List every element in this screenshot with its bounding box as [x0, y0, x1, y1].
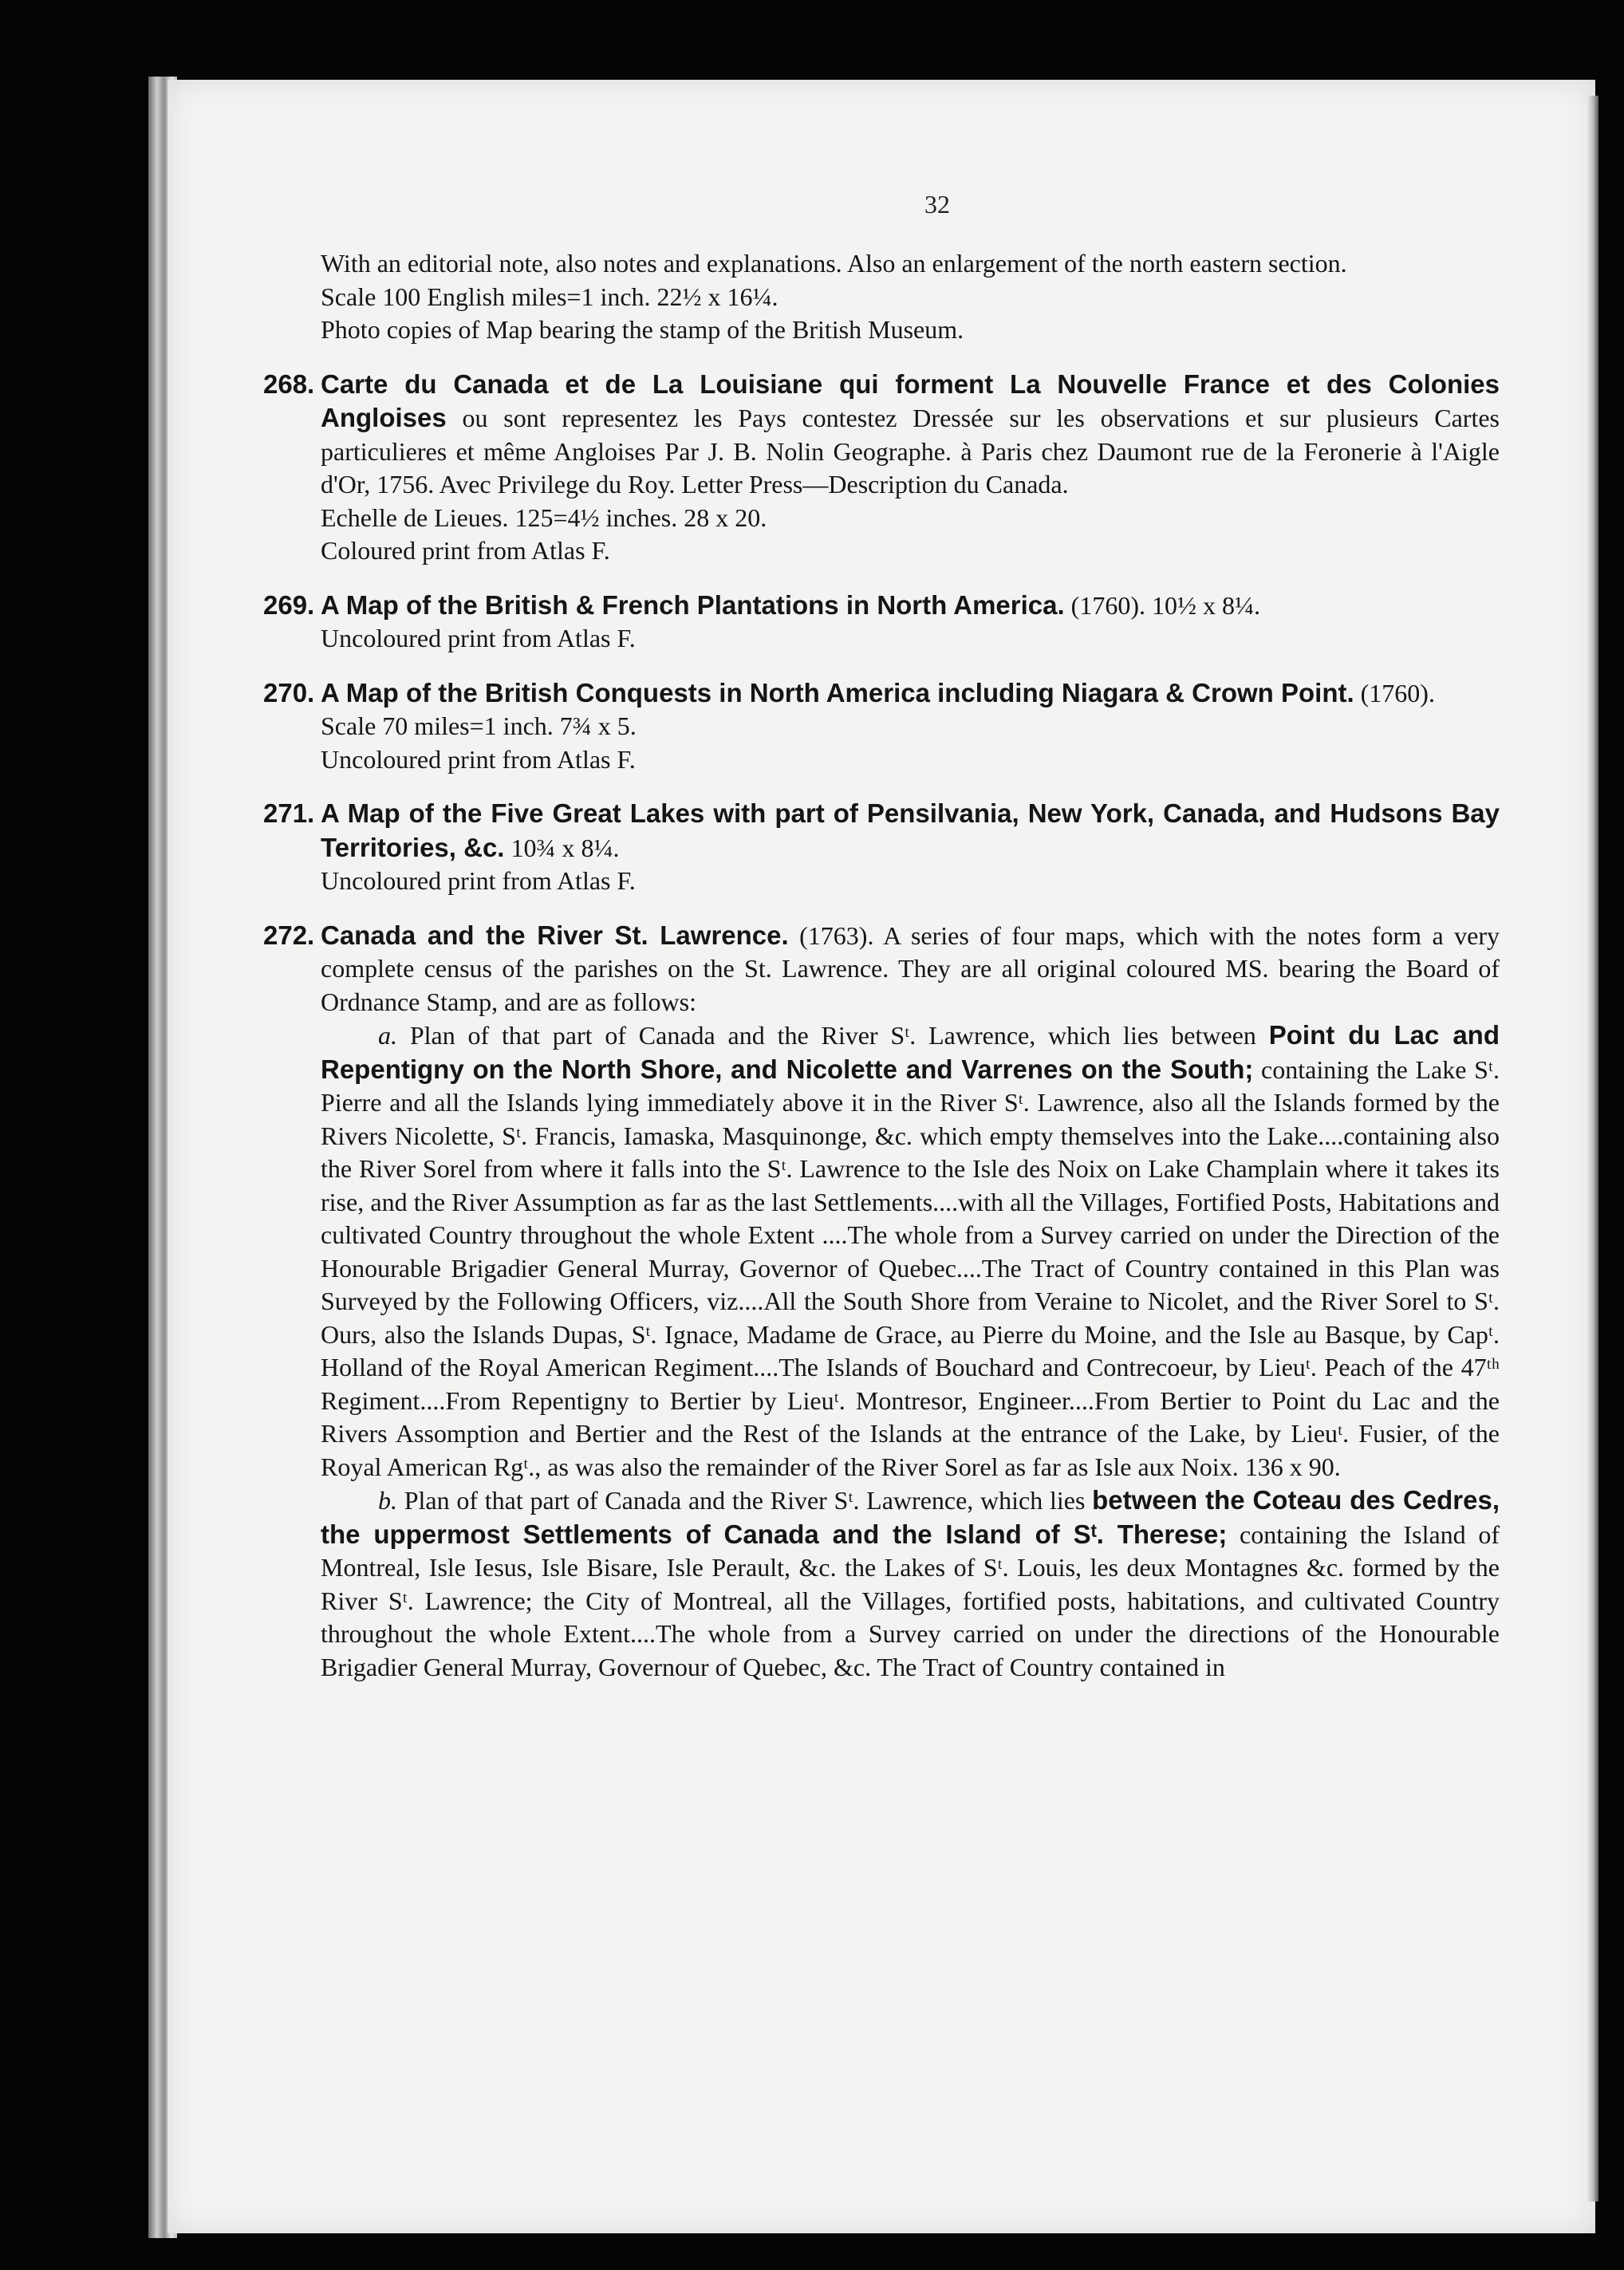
entry-270-text — [263, 676, 1500, 711]
sub-bold-place: between the Coteau des Cedres, the uppermost Settlements of Canada and the Island of Sᵗ. Therese; — [321, 1485, 1500, 1549]
entry-description: (1760). — [1360, 678, 1435, 707]
page-body — [263, 160, 1500, 1684]
entry-scale: Echelle de Lieues. 125=4½ inches. 28 x 20. — [321, 502, 767, 532]
sub-entry-b-text — [321, 1484, 1500, 1684]
entry-number: 271. — [263, 798, 315, 828]
entry-269 — [263, 589, 1500, 656]
entry-title: A Map of the British & French Plantations in North America. — [321, 589, 1065, 620]
sub-lead: Plan of that part of Canada and the River Sᵗ. Lawrence, which lies between — [409, 1021, 1256, 1050]
sub-entry-b — [263, 1484, 1500, 1684]
entry-title: A Map of the Five Great Lakes with part of Pensilvania, New York, Canada, and Hudsons Bay Territories, &c. — [321, 798, 1500, 862]
entry-scale: Scale 70 miles=1 inch. 7¾ x 5. — [321, 711, 637, 740]
entry-269-text — [263, 589, 1500, 623]
sub-entry-a-text — [321, 1019, 1500, 1484]
entry-number: 270. — [263, 677, 315, 707]
entry-note: Uncoloured print from Atlas F. — [321, 866, 636, 895]
intro-text: With an editorial note, also notes and explanations. Also an enlargement of the north eastern section. — [321, 249, 1347, 278]
entry-268 — [263, 368, 1500, 568]
entry-description: 10¾ x 8¼. — [510, 833, 620, 862]
entry-number: 272. — [263, 920, 315, 950]
entry-272-text — [263, 919, 1500, 1019]
entry-title: A Map of the British Conquests in North America including Niagara & Crown Point. — [321, 677, 1354, 707]
entry-271 — [263, 797, 1500, 898]
entry-268-text — [263, 368, 1500, 502]
entry-title: Canada and the River St. Lawrence. — [321, 920, 789, 950]
entry-description: ou sont representez les Pays contestez Dressée sur les observations et sur plusieurs Cartes particulieres et même Angloises Par J. B. Nolin Geographe. à Paris chez Daumont rue de la Feronerie à l'Aigle d'Or, 1756. Avec Privilege du Roy. Letter Press—Description du Canada. — [321, 404, 1500, 499]
entry-number: 269. — [263, 589, 315, 620]
sub-lead: Plan of that part of Canada and the River Sᵗ. Lawrence, which lies — [404, 1486, 1086, 1515]
entry-title: Carte du Canada et de La Louisiane qui forment La Nouvelle France et des Colonies Angloises — [321, 368, 1500, 432]
entry-270 — [263, 676, 1500, 777]
sub-letter: a. — [378, 1021, 397, 1050]
sub-bold-place: Point du Lac and Repentigny on the North Shore, and Nicolette and Varrenes on the South; — [321, 1020, 1500, 1084]
intro-block — [263, 247, 1500, 347]
sub-description: containing the Lake Sᵗ. Pierre and all the Islands lying immediately above it in the River Sᵗ. Lawrence, also all the Islands formed by the Rivers Nicolette, Sᵗ. Francis, Iamaska, Masquinonge, &c. which empty themselves into the Lake....containing also the River Sorel from where it falls into the Sᵗ. Lawrence to the Isle des Noix on Lake Champlain where it takes its rise, and the River Assumption as far as the last Settlements....with all the Villages, Fortified Posts, Habitations and cultivated Country throughout the whole Extent ....The whole from a Survey carried on under the Direction of the Honourable Brigadier General Murray, Governor of Quebec....The Tract of Country contained in this Plan was Surveyed by the Following Officers, viz....All the South Shore from Veraine to Nicolet, and the River Sorel to Sᵗ. Ours, also the Islands Dupas, Sᵗ. Ignace, Madame de Grace, au Pierre du Moine, and the Isle au Basque, by Capᵗ. Holland of the Royal American Regiment....The Islands of Bouchard and Contrecoeur, by Lieuᵗ. Peach of the 47ᵗʰ Regiment....From Repentigny to Bertier by Lieuᵗ. Montresor, Engineer....From Bertier to Point du Lac and the Rivers Assomption and Bertier and the Rest of the Islands at the entrance of the Lake, by Lieuᵗ. Fusier, of the Royal American Rgᵗ., as was also the remainder of the River Sorel as far as Isle aux Noix. 136 x 90. — [321, 1054, 1500, 1481]
entry-272 — [263, 919, 1500, 1685]
intro-scale: Scale 100 English miles=1 inch. 22½ x 16¼. — [321, 282, 778, 311]
entry-271-text — [263, 797, 1500, 865]
entry-description: (1760). 10½ x 8¼. — [1070, 590, 1260, 620]
sub-entry-a — [263, 1019, 1500, 1484]
entry-number: 268. — [263, 368, 315, 399]
page-number: 32 — [924, 190, 950, 219]
sub-description: containing the Island of Montreal, Isle Iesus, Isle Bisare, Isle Perault, &c. the Lakes of Sᵗ. Louis, les deux Montagnes &c. formed by the River Sᵗ. Lawrence; the City of Montreal, all the Villages, fortified posts, habitations, and cultivated Country throughout the whole Extent....The whole from a Survey carried on under the directions of the Honourable Brigadier General Murray, Governour of Quebec, &c. The Tract of Country contained in — [321, 1519, 1500, 1681]
sub-letter: b. — [378, 1486, 397, 1515]
page-right-edge — [1587, 96, 1598, 2201]
entry-note: Uncoloured print from Atlas F. — [321, 624, 636, 652]
entry-description: (1763). A series of four maps, which with the notes form a very complete census of the parishes on the St. Lawrence. They are all original coloured MS. bearing the Board of Ordnance Stamp, and are as follows: — [321, 920, 1500, 1016]
intro-photo: Photo copies of Map bearing the stamp of the British Museum. — [321, 315, 964, 344]
entry-note: Coloured print from Atlas F. — [321, 536, 610, 565]
entry-note: Uncoloured print from Atlas F. — [321, 744, 636, 774]
